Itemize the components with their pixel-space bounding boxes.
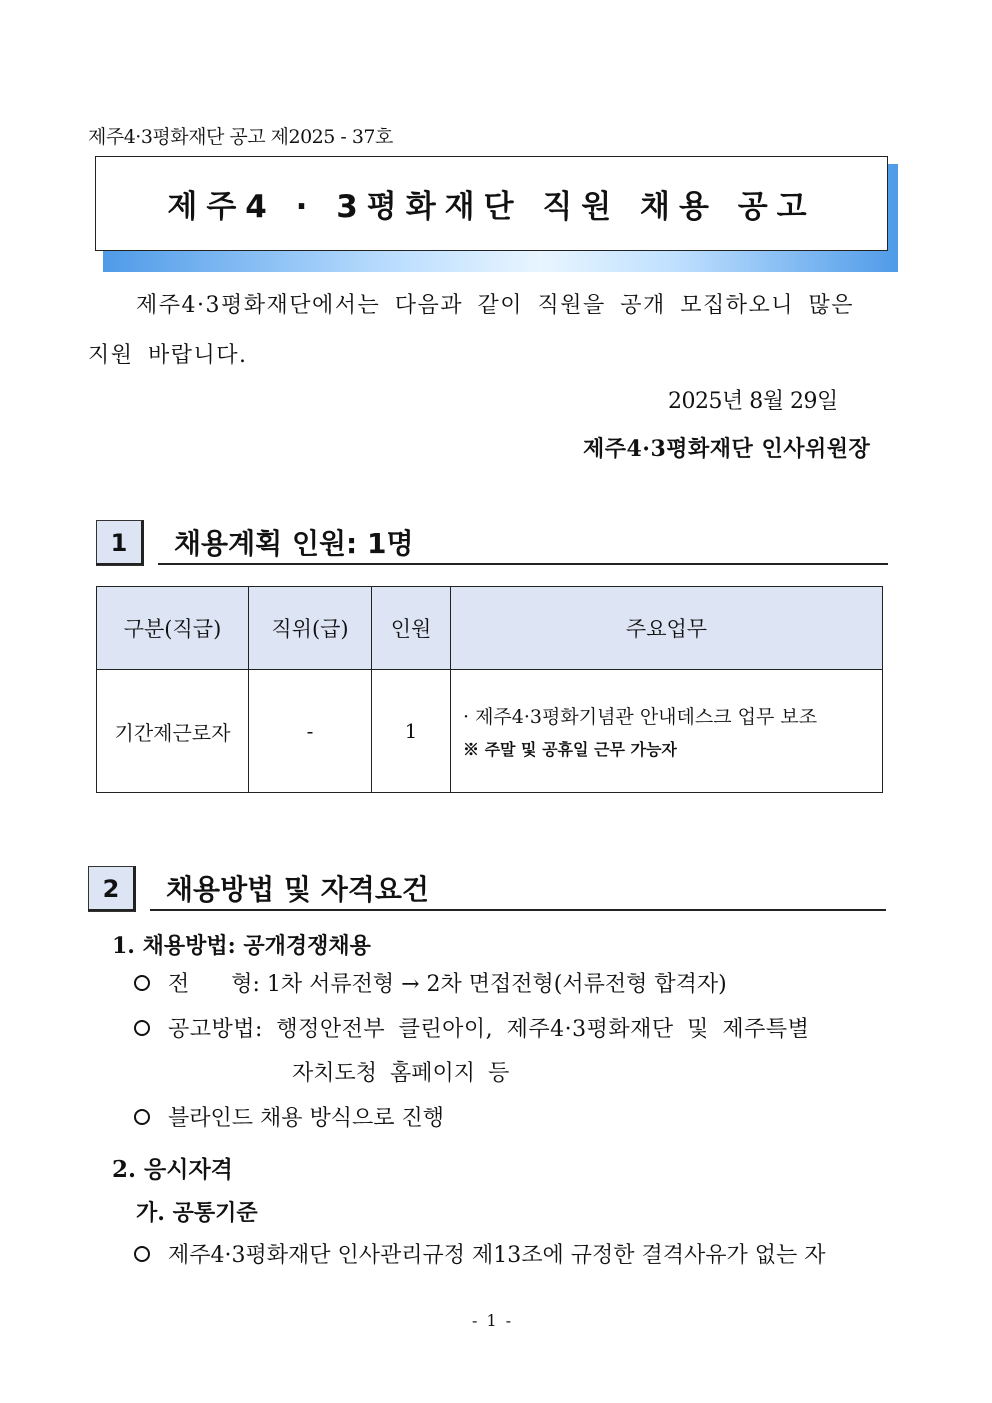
intro-line-1: 제주4·3평화재단에서는 다음과 같이 직원을 공개 모집하오니 많은 [136,293,855,318]
cell-category: 기간제근로자 [97,670,249,793]
section-1-title: 채용계획 인원: 1명 [174,527,414,560]
section-2-rule [150,909,886,911]
document-title: 제주4 · 3평화재단 직원 채용 공고 [167,189,816,225]
method-item-2-text: 공고방법: 행정안전부 클린아이, 제주4·3평화재단 및 제주특별 [168,1017,810,1042]
signer: 제주4·3평화재단 인사위원장 [583,436,871,462]
notice-number: 제주4·3평화재단 공고 제2025 - 37호 [88,126,393,148]
title-box [95,156,888,251]
intro-line-2: 지원 바랍니다. [88,343,248,368]
section-2-title: 채용방법 및 자격요건 [166,873,429,906]
section-1-number: 1 [96,520,144,566]
circle-bullet-icon [134,1109,150,1125]
method-item-2-continuation: 자치도청 홈페이지 등 [292,1061,510,1086]
qualification-item-1-text: 제주4·3평화재단 인사관리규정 제13조에 규정한 결격사유가 없는 자 [168,1243,826,1268]
cell-count: 1 [372,670,451,793]
header-duty: 주요업무 [451,587,883,670]
section-1-rule [158,563,888,565]
recruitment-table [96,586,883,793]
cell-position: - [249,670,372,793]
method-item-3 [134,1101,444,1132]
duty-note: ※ 주말 및 공휴일 근무 가능자 [463,740,677,759]
method-item-2 [134,1012,809,1043]
method-item-3-text: 블라인드 채용 방식으로 진행 [168,1106,445,1131]
method-item-1 [134,967,727,998]
duty-text: · 제주4·3평화기념관 안내데스크 업무 보조 [463,706,818,728]
table-header-row [97,587,883,670]
header-category: 구분(직급) [97,587,249,670]
header-position: 직위(급) [249,587,372,670]
section-2-number: 2 [88,866,136,912]
qualification-item-1 [134,1238,826,1269]
circle-bullet-icon [134,975,150,991]
section-2-number-underline [88,909,136,911]
page-number: - 1 - [472,1311,514,1330]
notice-date: 2025년 8월 29일 [668,389,838,414]
qualification-sub-heading: 가. 공통기준 [136,1200,258,1226]
table-row [97,670,883,793]
circle-bullet-icon [134,1246,150,1262]
circle-bullet-icon [134,1020,150,1036]
cell-duty [451,670,883,793]
method-item-1-text: 전 형: 1차 서류전형 → 2차 면접전형(서류전형 합격자) [168,972,727,997]
qualification-heading: 2. 응시자격 [112,1156,233,1183]
section-1-number-underline [96,563,144,565]
header-count: 인원 [372,587,451,670]
method-heading: 1. 채용방법: 공개경쟁채용 [112,933,371,959]
